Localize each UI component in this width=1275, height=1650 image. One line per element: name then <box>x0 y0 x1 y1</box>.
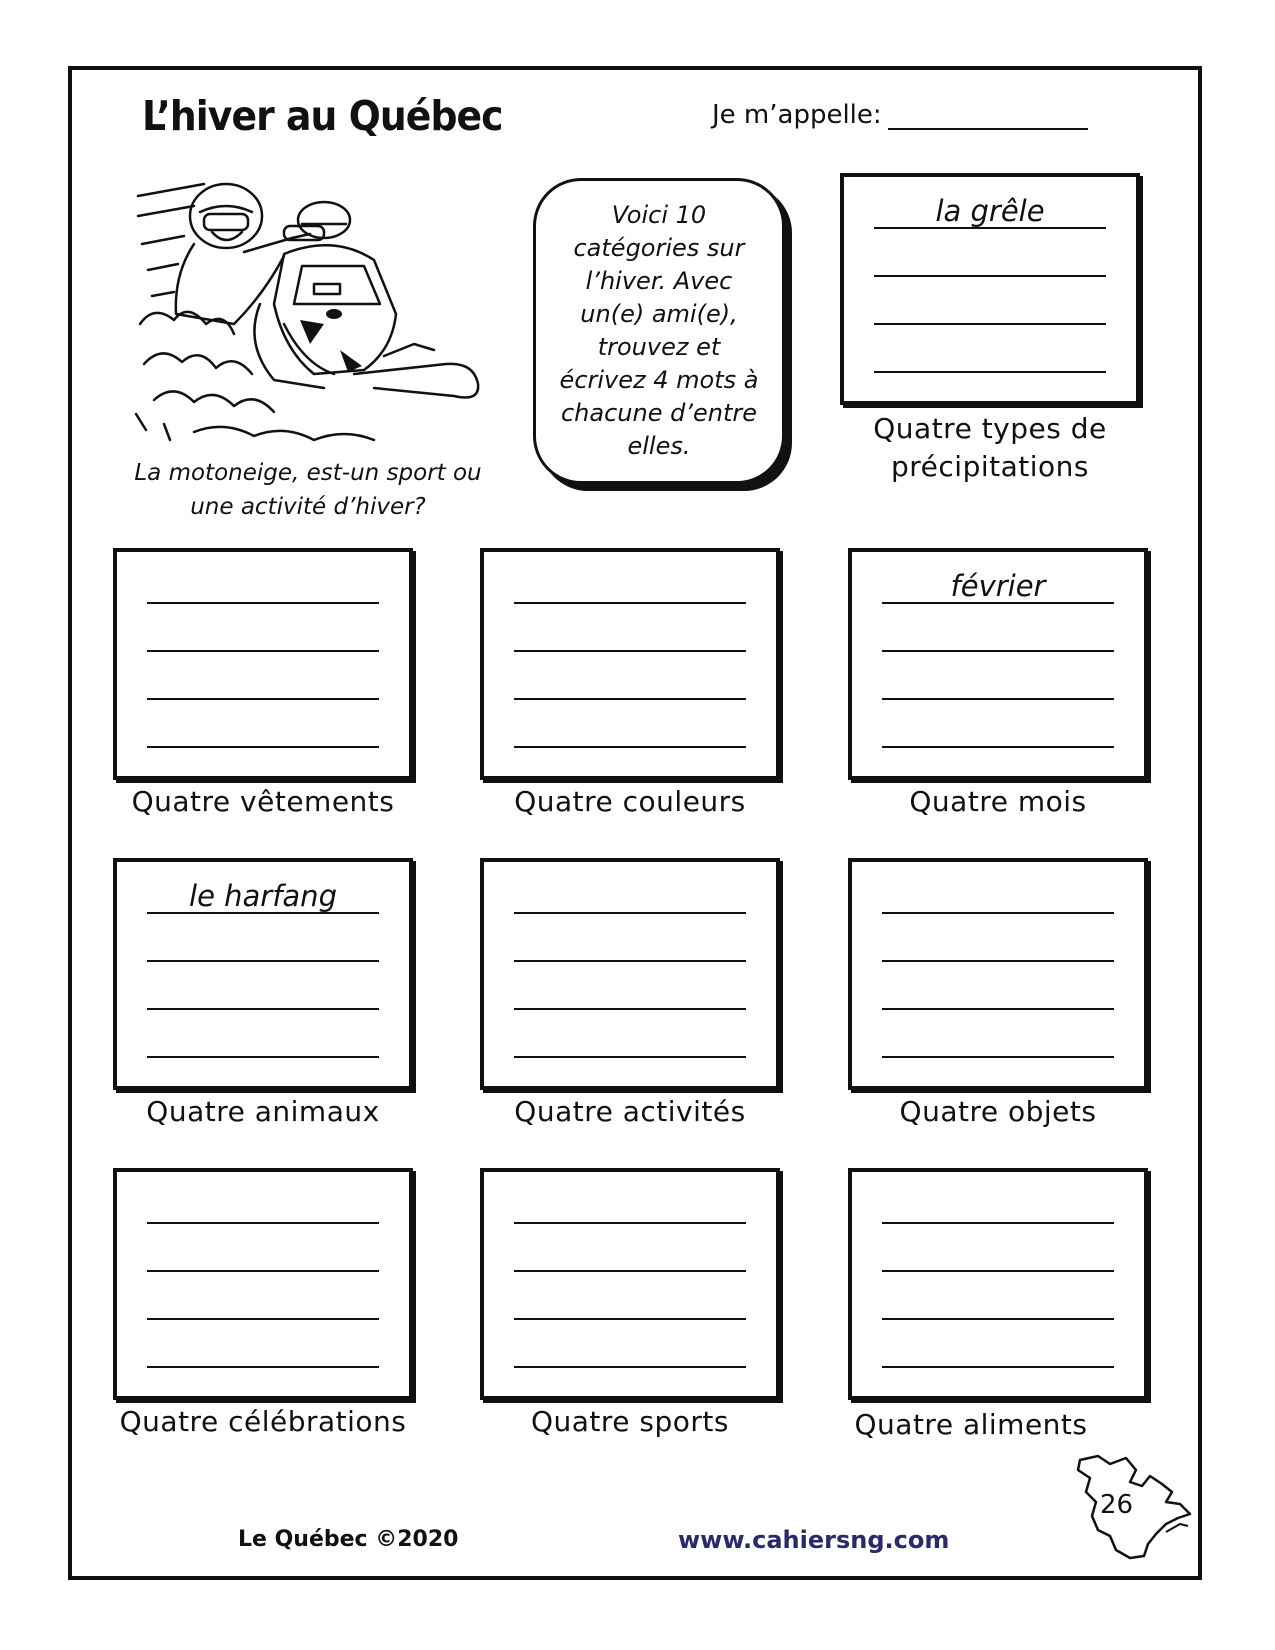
answer-line[interactable] <box>147 1318 379 1320</box>
answer-line[interactable] <box>147 1270 379 1272</box>
answer-line[interactable] <box>874 275 1106 277</box>
category-label: Quatre couleurs <box>514 785 746 818</box>
instructions-bubble <box>533 178 785 484</box>
category-box-sports <box>480 1168 780 1400</box>
footer-copyright: Le Québec ©2020 <box>238 1527 459 1552</box>
category-label: Quatre activités <box>514 1095 746 1128</box>
category-label: Quatre animaux <box>146 1095 380 1128</box>
answer-line[interactable] <box>882 1318 1114 1320</box>
category-box-animaux <box>113 858 413 1090</box>
answer-line[interactable] <box>514 960 746 962</box>
answer-line[interactable] <box>882 698 1114 700</box>
category-label: Quatre aliments <box>854 1408 1088 1441</box>
answer-line[interactable] <box>874 194 1106 229</box>
category-label: Quatre objets <box>899 1095 1097 1128</box>
answer-line[interactable] <box>882 1056 1114 1058</box>
name-label: Je m’appelle: <box>712 100 882 130</box>
answer-line[interactable] <box>514 1056 746 1058</box>
category-box-objets <box>848 858 1148 1090</box>
category-box-celebrations <box>113 1168 413 1400</box>
instructions-text: Voici 10 catégories sur l’hiver. Avec un(e) ami(e), trouvez et écrivez 4 mots à chacune d’entre elles. <box>559 201 759 460</box>
page-number: 26 <box>1100 1490 1134 1520</box>
answer-line[interactable] <box>147 960 379 962</box>
answer-line[interactable] <box>882 912 1114 914</box>
answer-line[interactable] <box>514 1008 746 1010</box>
category-box-mois <box>848 548 1148 780</box>
answer-line[interactable] <box>874 323 1106 325</box>
answer-line[interactable] <box>147 1222 379 1224</box>
page-title: L’hiver au Québec <box>142 92 503 140</box>
answer-line[interactable] <box>147 1008 379 1010</box>
answer-line[interactable] <box>882 569 1114 604</box>
answer-line[interactable] <box>147 602 379 604</box>
answer-line[interactable] <box>514 650 746 652</box>
answer-line[interactable] <box>147 698 379 700</box>
name-field <box>712 100 1088 130</box>
name-blank-line[interactable] <box>888 104 1088 130</box>
category-box-activites <box>480 858 780 1090</box>
answer-line[interactable] <box>514 1318 746 1320</box>
example-word: février <box>950 569 1046 603</box>
answer-line[interactable] <box>882 650 1114 652</box>
category-box-couleurs <box>480 548 780 780</box>
illustration-caption: La motoneige, est-un sport ou une activité d’hiver? <box>134 460 482 520</box>
example-word: le harfang <box>189 879 337 913</box>
answer-line[interactable] <box>882 1366 1114 1368</box>
answer-line[interactable] <box>514 698 746 700</box>
category-label: Quatre vêtements <box>131 785 395 818</box>
category-box-vetements <box>113 548 413 780</box>
category-label: Quatre types de précipitations <box>873 412 1107 483</box>
answer-line[interactable] <box>147 746 379 748</box>
answer-line[interactable] <box>882 1270 1114 1272</box>
footer-url-link[interactable]: www.cahiersng.com <box>678 1526 950 1554</box>
answer-line[interactable] <box>874 371 1106 373</box>
answer-line[interactable] <box>882 960 1114 962</box>
answer-line[interactable] <box>514 1270 746 1272</box>
category-label: Quatre célébrations <box>119 1405 407 1438</box>
answer-line[interactable] <box>514 1366 746 1368</box>
answer-line[interactable] <box>882 1222 1114 1224</box>
answer-line[interactable] <box>147 879 379 914</box>
example-word: la grêle <box>935 194 1045 228</box>
answer-line[interactable] <box>882 746 1114 748</box>
answer-line[interactable] <box>882 1008 1114 1010</box>
answer-line[interactable] <box>514 912 746 914</box>
category-label: Quatre mois <box>909 785 1087 818</box>
snowmobile-illustration <box>134 174 504 450</box>
answer-line[interactable] <box>514 746 746 748</box>
category-box-precipitations <box>840 173 1140 405</box>
answer-line[interactable] <box>147 650 379 652</box>
answer-line[interactable] <box>147 1366 379 1368</box>
category-label: Quatre sports <box>530 1405 729 1438</box>
answer-line[interactable] <box>514 602 746 604</box>
answer-line[interactable] <box>147 1056 379 1058</box>
category-box-aliments <box>848 1168 1148 1400</box>
answer-line[interactable] <box>514 1222 746 1224</box>
